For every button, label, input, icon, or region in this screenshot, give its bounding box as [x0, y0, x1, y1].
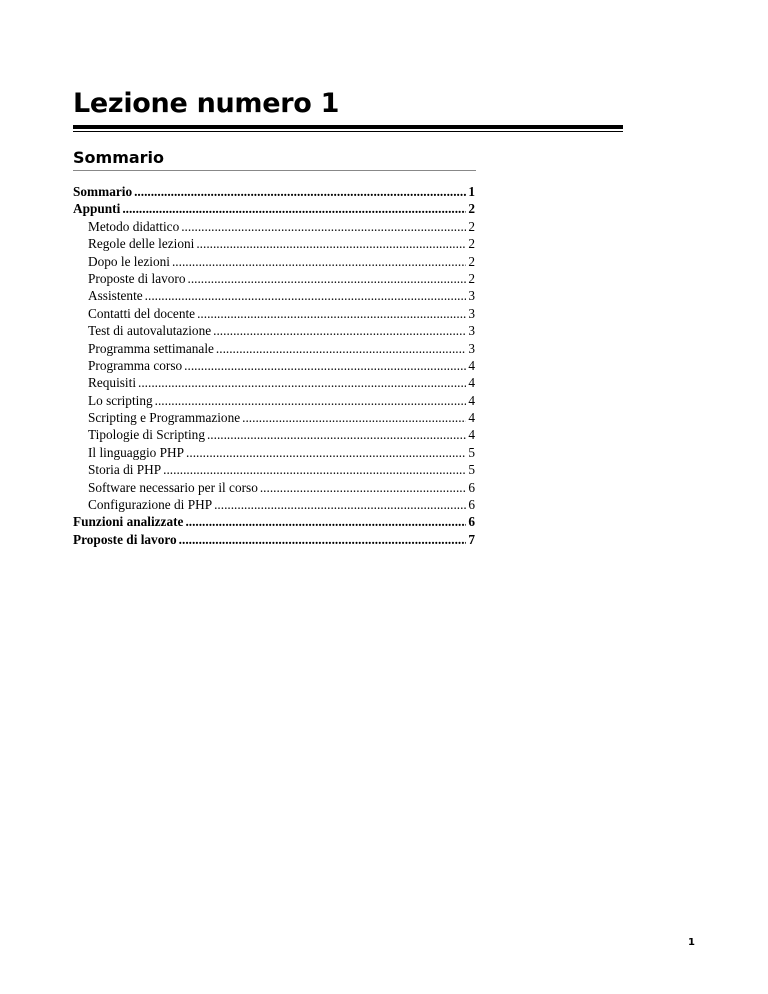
toc-entry[interactable] [73, 183, 475, 200]
toc-leader-dots [179, 531, 467, 548]
toc-entry-page: 4 [468, 427, 475, 443]
toc-entry[interactable] [73, 235, 475, 252]
toc-entry[interactable] [73, 340, 475, 357]
toc-entry-page: 4 [468, 357, 475, 373]
toc-leader-dots [214, 496, 466, 513]
toc-leader-dots [207, 426, 466, 443]
toc-leader-dots [181, 218, 466, 235]
title-rule-thin [73, 131, 623, 132]
toc-entry-page: 2 [468, 270, 475, 286]
toc-entry-page: 2 [468, 201, 475, 217]
toc-entry-page: 4 [468, 410, 475, 426]
toc-entry-page: 2 [468, 218, 475, 234]
toc-entry[interactable] [73, 357, 475, 374]
toc-entry-page: 3 [468, 323, 475, 339]
toc-entry[interactable] [73, 409, 475, 426]
toc-leader-dots [213, 322, 466, 339]
toc-entry-label: Programma corso [88, 357, 183, 373]
toc-entry-label: Tipologie di Scripting [88, 427, 205, 443]
toc-entry-page: 3 [468, 305, 475, 321]
toc-entry-label: Sommario [73, 184, 133, 199]
page-number: 1 [688, 937, 695, 948]
toc-leader-dots [185, 513, 466, 530]
toc-entry[interactable] [73, 287, 475, 304]
page-title: Lezione numero 1 [73, 88, 340, 119]
toc-entry-page: 4 [468, 392, 475, 408]
toc-leader-dots [172, 253, 466, 270]
toc-leader-dots [186, 444, 466, 461]
toc-entry[interactable] [73, 461, 475, 478]
toc-entry[interactable] [73, 200, 475, 217]
toc-entry-label: Requisiti [88, 375, 137, 391]
toc-heading-rule [73, 170, 476, 171]
toc-entry-label: Software necessario per il corso [88, 479, 258, 495]
toc-leader-dots [216, 340, 466, 357]
toc-entry-page: 3 [468, 288, 475, 304]
toc-entry-label: Scripting e Programmazione [88, 410, 241, 426]
toc-entry[interactable] [73, 531, 475, 548]
toc-entry-label: Storia di PHP [88, 462, 162, 478]
toc-leader-dots [122, 200, 466, 217]
toc-entry[interactable] [73, 374, 475, 391]
toc-entry-label: Dopo le lezioni [88, 253, 170, 269]
toc-entry[interactable] [73, 426, 475, 443]
toc-leader-dots [196, 235, 466, 252]
toc-entry-page: 5 [468, 444, 475, 460]
toc-entry[interactable] [73, 322, 475, 339]
toc-entry[interactable] [73, 392, 475, 409]
toc-entry-label: Regole delle lezioni [88, 236, 195, 252]
toc-entry[interactable] [73, 513, 475, 530]
toc-entry[interactable] [73, 444, 475, 461]
toc-entry[interactable] [73, 496, 475, 513]
toc-entry-label: Funzioni analizzate [73, 514, 184, 530]
toc-entry-label: Appunti [73, 201, 121, 217]
toc-entry-label: Proposte di lavoro [88, 270, 186, 286]
toc-entry[interactable] [73, 479, 475, 496]
toc-heading: Sommario [73, 148, 165, 167]
toc-entry-label: Assistente [88, 288, 143, 304]
toc-leader-dots [155, 392, 467, 409]
toc-entry[interactable] [73, 270, 475, 287]
table-of-contents [73, 183, 475, 548]
toc-leader-dots [134, 183, 466, 200]
toc-entry[interactable] [73, 305, 475, 322]
toc-entry-page: 1 [468, 184, 475, 199]
toc-entry-page: 7 [468, 531, 475, 547]
toc-entry-label: Contatti del docente [88, 305, 196, 321]
toc-entry[interactable] [73, 253, 475, 270]
toc-entry-label: Metodo didattico [88, 218, 180, 234]
toc-entry-page: 5 [468, 462, 475, 478]
toc-leader-dots [163, 461, 466, 478]
toc-entry-label: Programma settimanale [88, 340, 214, 356]
toc-entry-page: 2 [468, 253, 475, 269]
toc-entry-page: 3 [468, 340, 475, 356]
toc-entry-page: 6 [468, 479, 475, 495]
toc-entry-label: Lo scripting [88, 392, 153, 408]
toc-entry-page: 2 [468, 236, 475, 252]
toc-leader-dots [188, 270, 467, 287]
toc-leader-dots [260, 479, 467, 496]
title-rule-thick [73, 125, 623, 129]
toc-entry[interactable] [73, 218, 475, 235]
toc-entry-label: Il linguaggio PHP [88, 444, 185, 460]
toc-leader-dots [242, 409, 466, 426]
toc-leader-dots [145, 287, 467, 304]
toc-entry-label: Configurazione di PHP [88, 497, 213, 513]
toc-entry-label: Test di autovalutazione [88, 323, 212, 339]
toc-entry-page: 6 [468, 497, 475, 513]
toc-leader-dots [197, 305, 466, 322]
toc-entry-page: 4 [468, 375, 475, 391]
toc-entry-label: Proposte di lavoro [73, 531, 177, 547]
toc-entry-page: 6 [468, 514, 475, 530]
toc-leader-dots [184, 357, 466, 374]
toc-leader-dots [138, 374, 466, 391]
